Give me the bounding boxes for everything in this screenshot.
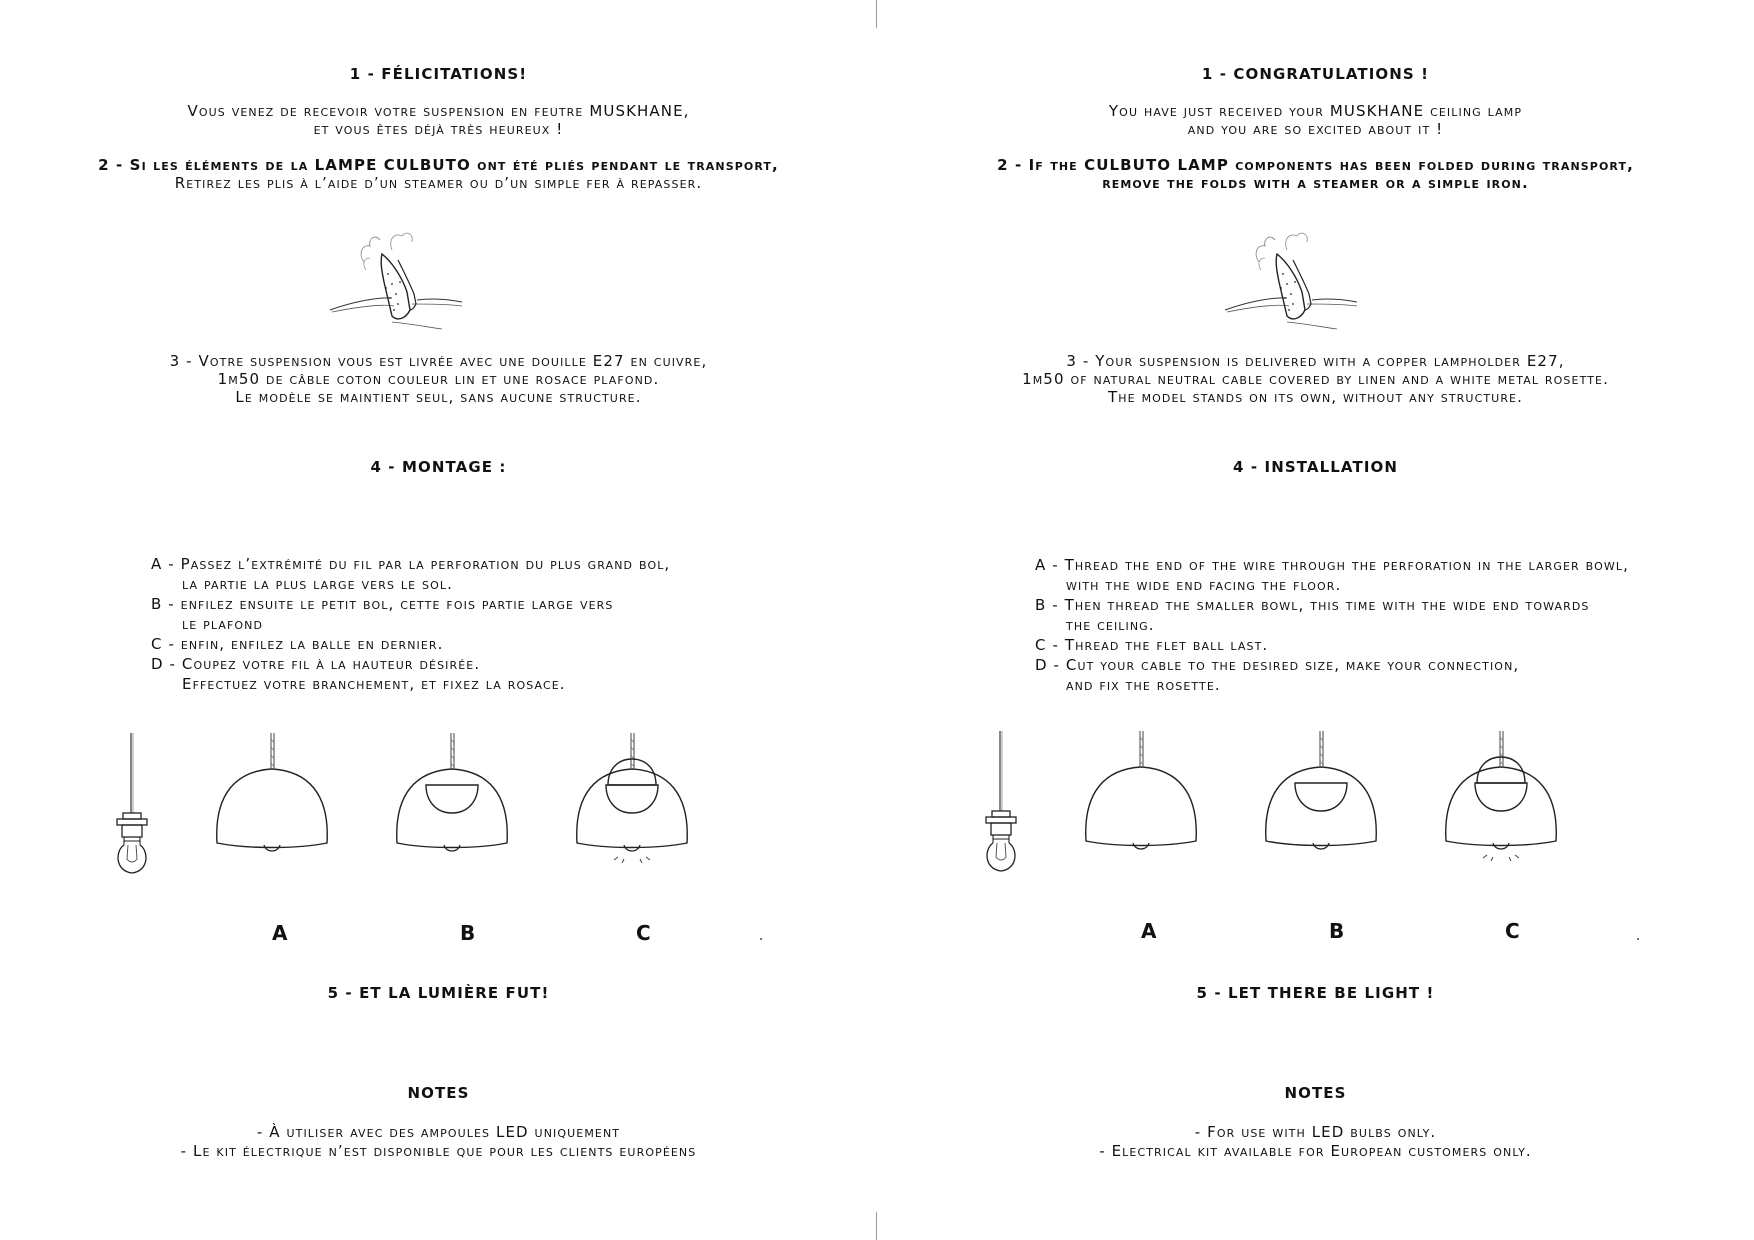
step-a-cont: la partie la plus large vers le sol. [182, 575, 453, 593]
notes-title: NOTES [407, 1084, 470, 1102]
step-d: D - Cut your cable to the desired size, make your connection, [1035, 656, 1520, 674]
steam-iron-illustration [322, 232, 472, 342]
note-1: - À utiliser avec des ampoules LED uniquement [256, 1123, 621, 1141]
stray-mark [1637, 938, 1639, 940]
section-3-line-1: 3 - Your suspension is delivered with a copper lampholder E27, [1066, 352, 1565, 370]
lamp-step-b-illustration [1261, 731, 1386, 861]
section-1-line-1: You have just received your MUSKHANE ceiling lamp [1108, 102, 1523, 120]
section-2-line-1: 2 - Si les éléments de la LAMPE CULBUTO ont été pliés pendant le transport, [98, 156, 779, 174]
section-1-line-1: Vous venez de recevoir votre suspension en feutre MUSKHANE, [187, 102, 690, 120]
section-3-line-3: The model stands on its own, without any structure. [1108, 388, 1523, 406]
note-2: - Le kit électrique n’est disponible que pour les clients européens [180, 1142, 697, 1160]
bulb-socket-illustration [984, 731, 1020, 876]
section-1-title: 1 - FÉLICITATIONS! [349, 65, 528, 83]
lamp-step-c-illustration [572, 733, 697, 868]
lamp-step-c-illustration [1441, 731, 1566, 866]
step-b-cont: le plafond [182, 615, 264, 633]
step-d-cont: Effectuez votre branchement, et fixez la rosace. [182, 675, 566, 693]
section-5-title: 5 - LET THERE BE LIGHT ! [1196, 984, 1435, 1002]
section-3-line-2: 1m50 de câble coton couleur lin et une rosace plafond. [217, 370, 660, 388]
label-c: C [1505, 919, 1521, 943]
section-1-title: 1 - CONGRATULATIONS ! [1201, 65, 1430, 83]
section-2-line-1: 2 - If the CULBUTO LAMP components has been folded during transport, [997, 156, 1634, 174]
note-2: - Electrical kit available for European customers only. [1099, 1142, 1532, 1160]
installation-steps [1035, 555, 1629, 695]
note-1: - For use with LED bulbs only. [1194, 1123, 1437, 1141]
notes-title: NOTES [1284, 1084, 1347, 1102]
label-a: A [272, 921, 289, 945]
lamp-step-b-illustration [392, 733, 517, 863]
label-a: A [1141, 919, 1158, 943]
section-2-line-2: Retirez les plis à l’aide d’un steamer ou d’un simple fer à repasser. [174, 174, 703, 192]
steam-iron-illustration [1217, 232, 1367, 342]
label-b: B [460, 921, 477, 945]
section-3-line-3: Le modèle se maintient seul, sans aucune structure. [235, 388, 642, 406]
section-2-line-2: remove the folds with a steamer or a simple iron. [1102, 174, 1529, 192]
label-b: B [1329, 919, 1346, 943]
label-c: C [636, 921, 652, 945]
english-page [877, 0, 1754, 1240]
step-c: C - enfin, enfilez la balle en dernier. [151, 635, 444, 653]
assembly-steps [151, 554, 670, 694]
step-a: A - Thread the end of the wire through the perforation in the larger bowl, [1035, 556, 1629, 574]
section-4-title: 4 - INSTALLATION [1233, 458, 1398, 476]
section-3-line-2: 1m50 of natural neutral cable covered by linen and a white metal rosette. [1022, 370, 1609, 388]
step-a: A - Passez l’extrémité du fil par la perforation du plus grand bol, [151, 555, 671, 573]
lamp-step-a-illustration [1081, 731, 1206, 861]
step-b-cont: the ceiling. [1066, 616, 1155, 634]
section-3-line-1: 3 - Votre suspension vous est livrée avec une douille E27 en cuivre, [169, 352, 708, 370]
section-5-title: 5 - ET LA LUMIÈRE FUT! [327, 984, 550, 1002]
step-d: D - Coupez votre fil à la hauteur désirée. [151, 655, 481, 673]
bulb-socket-illustration [115, 733, 151, 878]
section-4-title: 4 - MONTAGE : [370, 458, 507, 476]
step-b: B - enfilez ensuite le petit bol, cette fois partie large vers [151, 595, 614, 613]
section-1-line-2: and you are so excited about it ! [1187, 120, 1444, 138]
stray-mark [760, 938, 762, 940]
step-c: C - Thread the flet ball last. [1035, 636, 1269, 654]
lamp-step-a-illustration [212, 733, 337, 863]
section-1-line-2: et vous êtes déjà très heureux ! [313, 120, 564, 138]
step-b: B - Then thread the smaller bowl, this time with the wide end towards [1035, 596, 1590, 614]
step-d-cont: and fix the rosette. [1066, 676, 1221, 694]
step-a-cont: with the wide end facing the floor. [1066, 576, 1342, 594]
